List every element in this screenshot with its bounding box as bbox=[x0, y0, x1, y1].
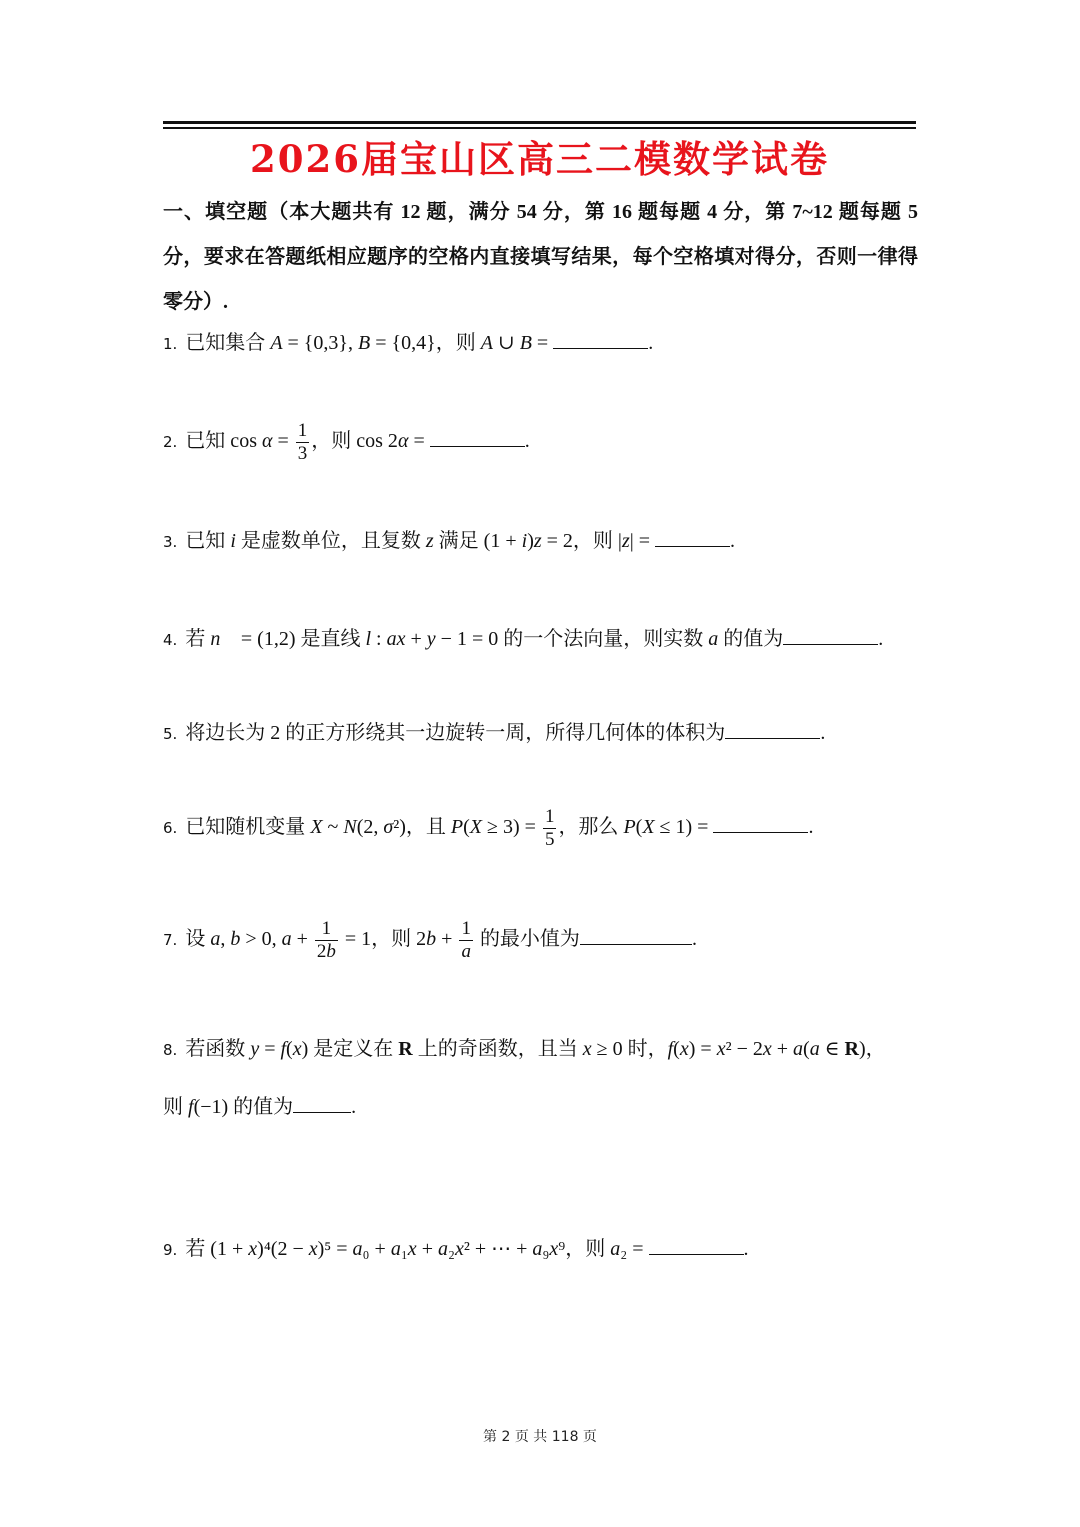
question-6: 6. 已知随机变量 X ~ N(2, σ²)，且 P(X ≥ 3) = $\frac{1}{5}$ ，那么 P(X ≤ 1) = . bbox=[163, 806, 814, 850]
question-3: 3. 已知 i 是虚数单位，且复数 z 满足 (1 + i)z = 2，则 |z| = . bbox=[163, 530, 736, 552]
question-1: 1. 已知集合 A = {0,3}, B = {0,4}，则 A ∪ B = . bbox=[163, 332, 654, 354]
question-8-continued: 则 f(−1) 的值为 . bbox=[163, 1096, 357, 1118]
top-rule-thin bbox=[163, 127, 916, 129]
question-4: 4. 若 n⃗ = (1,2) 是直线 l : ax + y − 1 = 0 的一个法向量，则实数 a 的值为 . bbox=[163, 628, 884, 650]
page-footer: 第 2 页 共 118 页 bbox=[483, 1429, 597, 1445]
question-7: 7. 设 a, b > 0, a + $\frac{1}{2b}$ = 1，则 2b + $\frac{1}{a}$ 的最小值为 . bbox=[163, 918, 697, 962]
section-heading: 一、填空题（本大题共有 12 题，满分 54 分，第 16 题每题 4 分，第 7~12 题每题 5 分，要求在答题纸相应题序的空格内直接填写结果，每个空格填对得分，否则一律得零分）. bbox=[163, 201, 918, 313]
question-2: 2. 已知 cos α = $\frac{1}{3}$ ，则 cos 2α = . bbox=[163, 420, 530, 464]
question-5: 5. 将边长为 2 的正方形绕其一边旋转一周，所得几何体的体积为 . bbox=[163, 722, 826, 744]
question-8: 8. 若函数 y = f(x) 是定义在 R 上的奇函数，且当 x ≥ 0 时，f(x) = x² − 2x + a(a ∈ R)， bbox=[163, 1038, 886, 1060]
page-title: 2026届宝山区高三二模数学试卷 bbox=[250, 137, 829, 181]
question-9: 9. 若 (1 + x)⁴(2 − x)⁵ = a₀ + a₁x + a₂x² + ⋯ + a₉x⁹，则 a₂ = . bbox=[163, 1238, 749, 1260]
top-rule-thick bbox=[163, 121, 916, 124]
